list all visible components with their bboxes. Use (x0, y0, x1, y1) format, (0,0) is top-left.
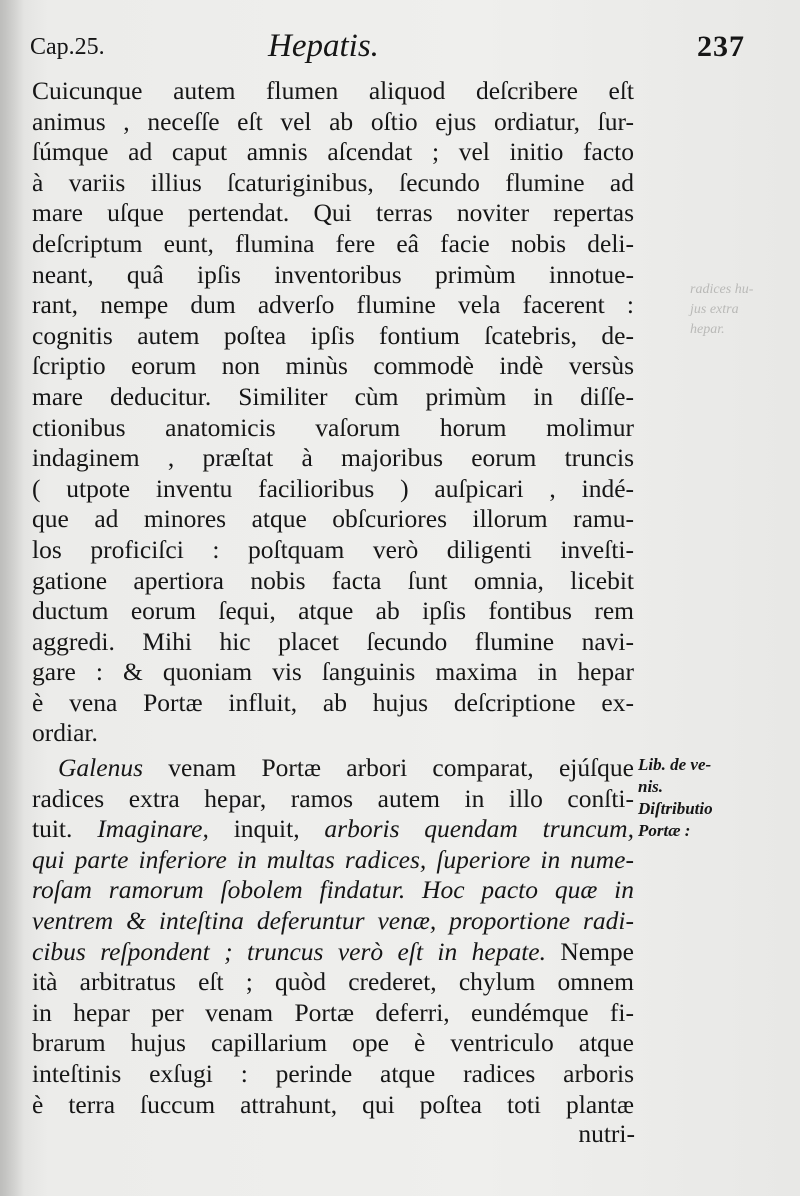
text-line: è terra ſuccum attrahunt, qui poſtea toti plantæ (32, 1089, 634, 1119)
margin-note-reference: Lib. de ve- (638, 755, 712, 774)
page-number: 237 (697, 30, 745, 63)
quote-run: Imaginare, (97, 814, 209, 844)
text-line: brarum hujus capillarium ope è ventriculo atque (32, 1028, 634, 1058)
text-line: gatione apertiora nobis facta ſunt omnia, licebit (32, 565, 634, 595)
text-line: radices extra hepar, ramos autem in illo conſti- (32, 783, 634, 813)
margin-note (638, 754, 778, 842)
text-line: que ad minores atque obſcuriores illorum ramu- (32, 504, 634, 534)
text-line: gare : & quoniam vis ſanguinis maxima in hepar (32, 657, 634, 687)
text-line: ſúmque ad caput amnis aſcendat ; vel initio facto (32, 137, 634, 167)
catchword: nutri- (578, 1119, 635, 1148)
quote-run: cibus reſpondent ; truncus verò eſt in hepate. (32, 936, 546, 966)
author-name: Galenus (58, 753, 143, 783)
text-line: Cuicunque autem flumen aliquod deſcribere eſt (32, 76, 634, 105)
running-title: Hepatis. (268, 28, 379, 64)
paragraph-1 (32, 76, 634, 749)
text-line: los proficiſci : poſtquam verò diligenti inveſti- (32, 534, 634, 564)
quote-line: roſam ramorum ſobolem findatur. Hoc pacto quæ in (32, 875, 634, 905)
text-line: neant, quâ ipſis inventoribus primùm innotue- (32, 259, 634, 289)
text-line: in hepar per venam Portæ deferri, eundémque fi- (32, 997, 634, 1027)
quote-line: ventrem & inteſtina deferuntur venæ, proportione radi- (32, 906, 634, 936)
text-line: mare uſque pertendat. Qui terras noviter repertas (32, 198, 634, 228)
text-line (32, 937, 634, 968)
text-line: mare deducitur. Similiter cùm primùm in diſſe- (32, 381, 634, 411)
text-line: ductum eorum ſequi, atque ab ipſis fontibus rem (32, 596, 634, 626)
text-line: ſcriptio eorum non minùs commodè indè versùs (32, 351, 634, 381)
bleed-line: hepar. (690, 322, 725, 337)
text-line: ità arbitratus eſt ; quòd crederet, chylum omnem (32, 967, 634, 997)
text-line (32, 753, 634, 784)
quote-run: arboris quendam truncum, (324, 814, 634, 844)
text-line (32, 814, 634, 845)
text-line: à variis illius ſcaturiginibus, ſecundo flumine ad (32, 167, 634, 197)
gutter-shadow (0, 0, 24, 1196)
quote-line: qui parte inferiore in multas radices, ſuperiore in nume- (32, 844, 634, 874)
text-line: ( utpote inventu facilioribus ) auſpicari , indé- (32, 473, 634, 503)
text-line: rant, nempe dum adverſo flumine vela facerent : (32, 290, 634, 320)
main-text (32, 76, 634, 1120)
text-line: ctionibus anatomicis vaſorum horum molimur (32, 412, 634, 442)
margin-note-reference: nis. (638, 777, 664, 796)
text-line: cognitis autem poſtea ipſis fontium ſcatebris, de- (32, 320, 634, 350)
bleed-through-note (690, 280, 790, 340)
text-run: inquit, (208, 814, 325, 844)
text-run: Nempe (545, 936, 634, 966)
text-line: ordiar. (32, 718, 98, 748)
text-line: inteſtinis exſugi : perinde atque radices arboris (32, 1059, 634, 1088)
text-line: deſcriptum eunt, flumina fere eâ facie nobis deli- (32, 228, 634, 258)
text-line: è vena Portæ influit, ab hujus deſcriptione ex- (32, 687, 634, 717)
margin-note-title: Diſtributio (638, 799, 713, 818)
margin-note-title: Portæ : (638, 821, 691, 840)
bleed-line: jus extra (690, 302, 739, 317)
text-run: tuit. (32, 814, 98, 844)
text-line: aggredi. Mihi hic placet ſecundo flumine navi- (32, 626, 634, 656)
text-run: venam Portæ arbori comparat, ejúſque (143, 753, 634, 783)
chapter-label: Cap.25. (30, 34, 105, 60)
running-header (30, 28, 745, 78)
text-line: indaginem , præſtat à majoribus eorum truncis (32, 443, 634, 473)
paragraph-2 (32, 753, 634, 1120)
text-line: animus , neceſſe eſt vel ab oſtio ejus ordiatur, ſur- (32, 106, 634, 136)
bleed-line: radices hu- (690, 282, 754, 297)
